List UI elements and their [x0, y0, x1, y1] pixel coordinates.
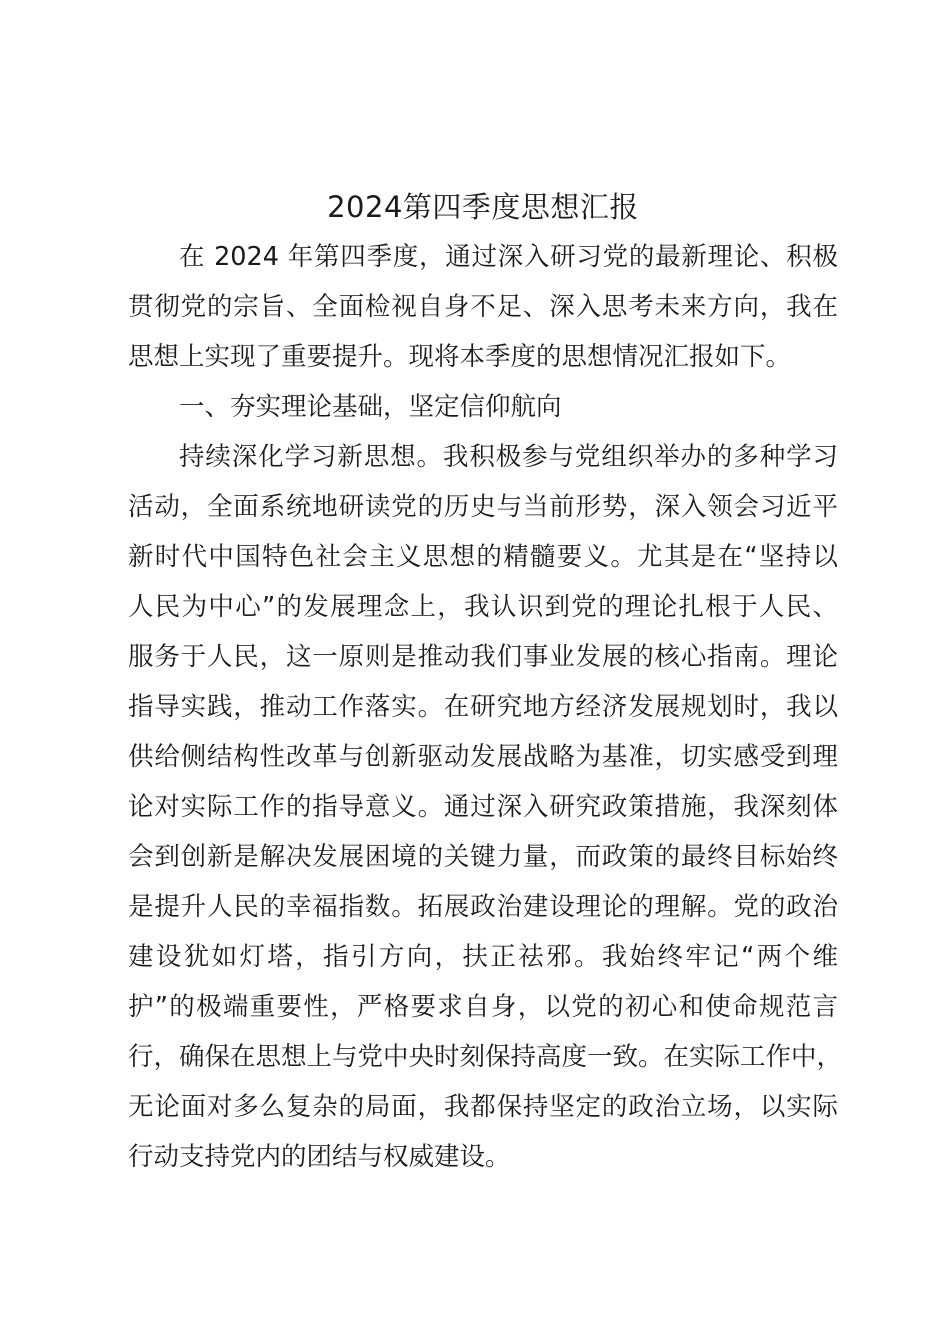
section-1-paragraph [128, 432, 843, 1182]
paragraph-line: 是提升人民的幸福指数。拓展政治建设理论的理解。党的政治 [128, 892, 838, 922]
paragraph-line: 服务于人民，这一原则是推动我们事业发展的核心指南。理论 [128, 642, 838, 672]
paragraph-line: 论对实际工作的指导意义。通过深入研究政策措施，我深刻体 [128, 792, 838, 822]
document-body [128, 182, 843, 1182]
paragraph-line: 会到创新是解决发展困境的关键力量，而政策的最终目标始终 [128, 842, 838, 872]
paragraph-line: 持续深化学习新思想。我积极参与党组织举办的多种学习 [179, 442, 838, 472]
paragraph-line: 人民为中心”的发展理念上，我认识到党的理论扎根于人民、 [128, 592, 838, 622]
paragraph-line: 思想上实现了重要提升。现将本季度的思想情况汇报如下。 [128, 342, 792, 372]
paragraph-line: 行，确保在思想上与党中央时刻保持高度一致。在实际工作中， [128, 1042, 843, 1072]
paragraph-line: 活动，全面系统地研读党的历史与当前形势，深入领会习近平 [128, 492, 838, 522]
paragraph-line: 新时代中国特色社会主义思想的精髓要义。尤其是在“坚持以 [128, 542, 838, 572]
intro-paragraph [128, 232, 838, 382]
paragraph-line: 无论面对多么复杂的局面，我都保持坚定的政治立场，以实际 [128, 1092, 838, 1122]
paragraph-line: 贯彻党的宗旨、全面检视自身不足、深入思考未来方向，我在 [128, 292, 838, 322]
section-heading: 一、夯实理论基础，坚定信仰航向 [179, 392, 562, 422]
paragraph-line: 指导实践，推动工作落实。在研究地方经济发展规划时，我以 [128, 692, 838, 722]
document-title: 2024第四季度思想汇报 [327, 190, 639, 224]
paragraph-line: 在 2024 年第四季度，通过深入研习党的最新理论、积极 [179, 242, 838, 272]
paragraph-line: 行动支持党内的团结与权威建设。 [128, 1142, 511, 1172]
paragraph-line: 护”的极端重要性，严格要求自身，以党的初心和使命规范言 [128, 992, 838, 1022]
paragraph-line: 供给侧结构性改革与创新驱动发展战略为基准，切实感受到理 [128, 742, 838, 772]
paragraph-line: 建设犹如灯塔，指引方向，扶正祛邪。我始终牢记“两个维 [128, 942, 838, 972]
